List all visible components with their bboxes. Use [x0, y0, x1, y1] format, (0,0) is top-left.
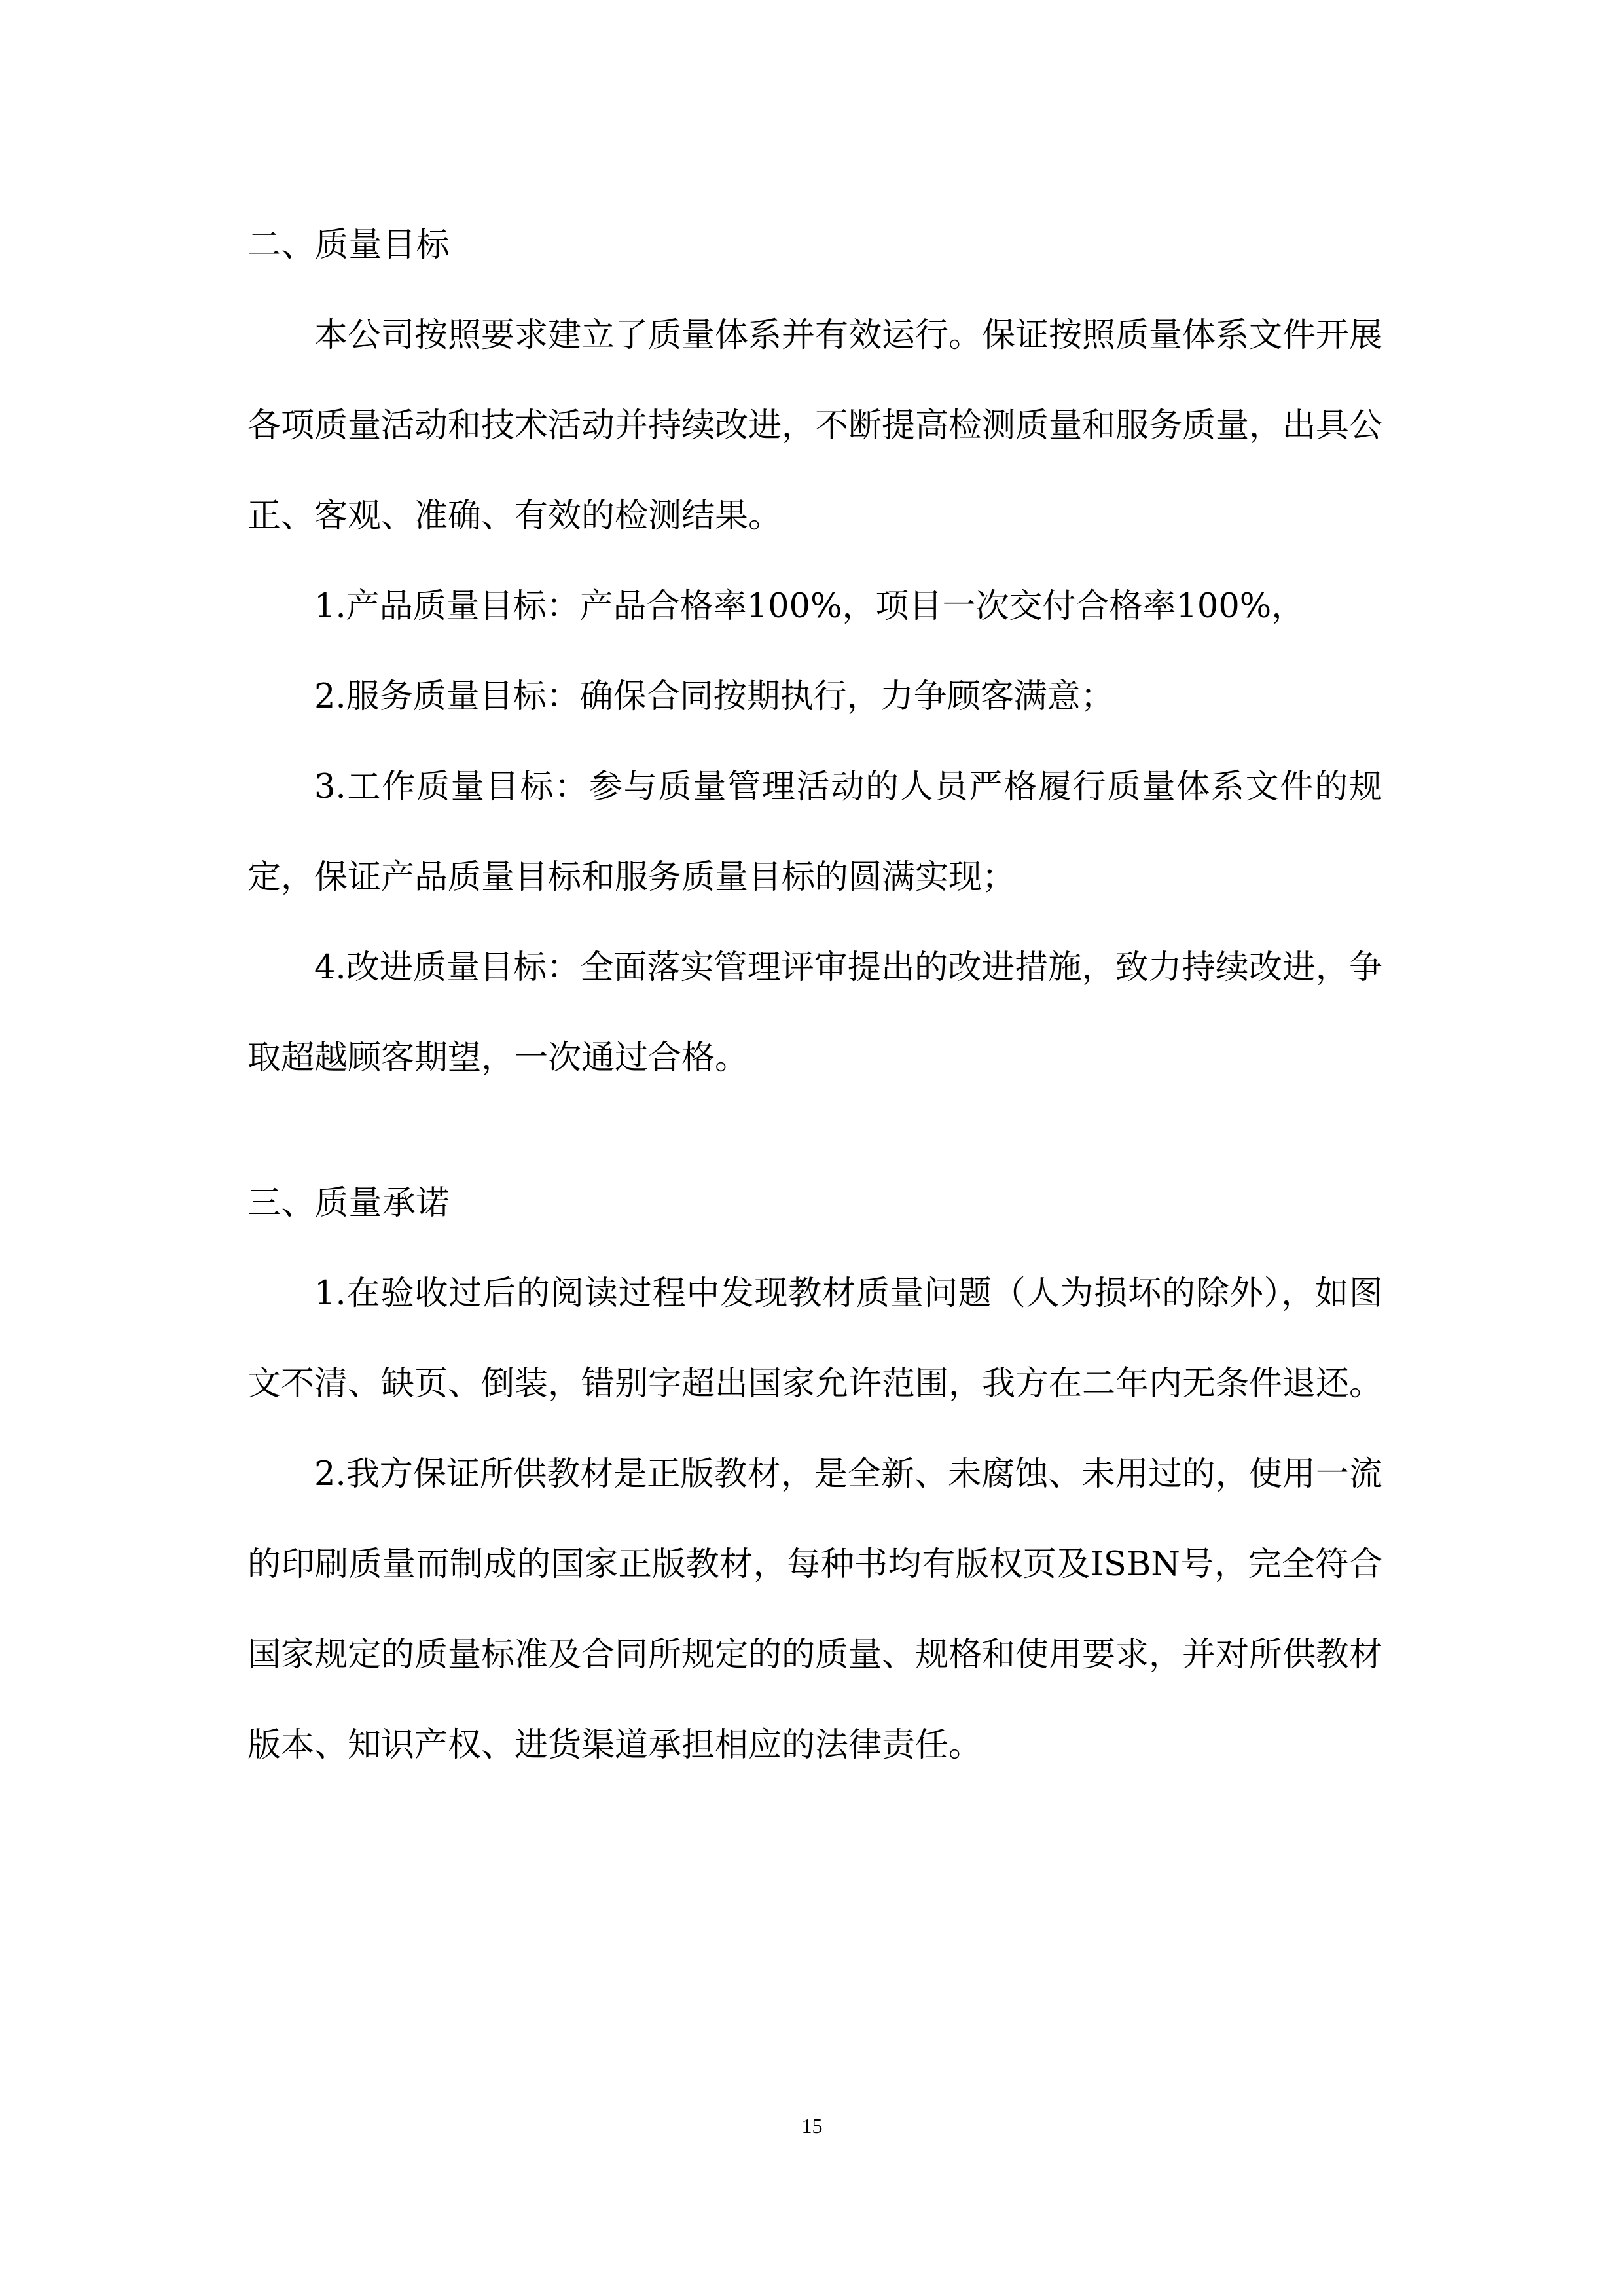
section-quality-commitment — [247, 1158, 1382, 1791]
paragraph: 4.改进质量目标：全面落实管理评审提出的改进措施，致力持续改进，争取超越顾客期望，一次通过合格。 — [247, 948, 1382, 1077]
section-heading: 三、质量承诺 — [247, 1184, 450, 1223]
paragraph: 1.产品质量目标：产品合格率100%，项目一次交付合格率100%， — [314, 587, 1305, 626]
page-number: 15 — [801, 2114, 823, 2138]
paragraph: 2.我方保证所供教材是正版教材，是全新、未腐蚀、未用过的，使用一流的印刷质量而制成的国家正版教材，每种书均有版权页及ISBN号，完全符合国家规定的质量标准及合同所规定的的质量、规格和使用要求，并对所供教材版本、知识产权、进货渠道承担相应的法律责任。 — [247, 1455, 1383, 1765]
section-heading: 二、质量目标 — [247, 226, 450, 264]
document-page — [247, 200, 1382, 1791]
paragraph: 3.工作质量目标：参与质量管理活动的人员严格履行质量体系文件的规定，保证产品质量目标和服务质量目标的圆满实现； — [247, 768, 1382, 897]
paragraph: 2.服务质量目标：确保合同按期执行，力争顾客满意； — [314, 677, 1114, 716]
section-quality-goals — [247, 200, 1382, 1103]
paragraph: 本公司按照要求建立了质量体系并有效运行。保证按照质量体系文件开展各项质量活动和技术活动并持续改进，不断提高检测质量和服务质量，出具公正、客观、准确、有效的检测结果。 — [247, 316, 1383, 535]
paragraph: 1.在验收过后的阅读过程中发现教材质量问题（人为损坏的除外），如图文不清、缺页、倒装，错别字超出国家允许范围，我方在二年内无条件退还。 — [247, 1274, 1383, 1403]
section-gap — [247, 1103, 1382, 1158]
